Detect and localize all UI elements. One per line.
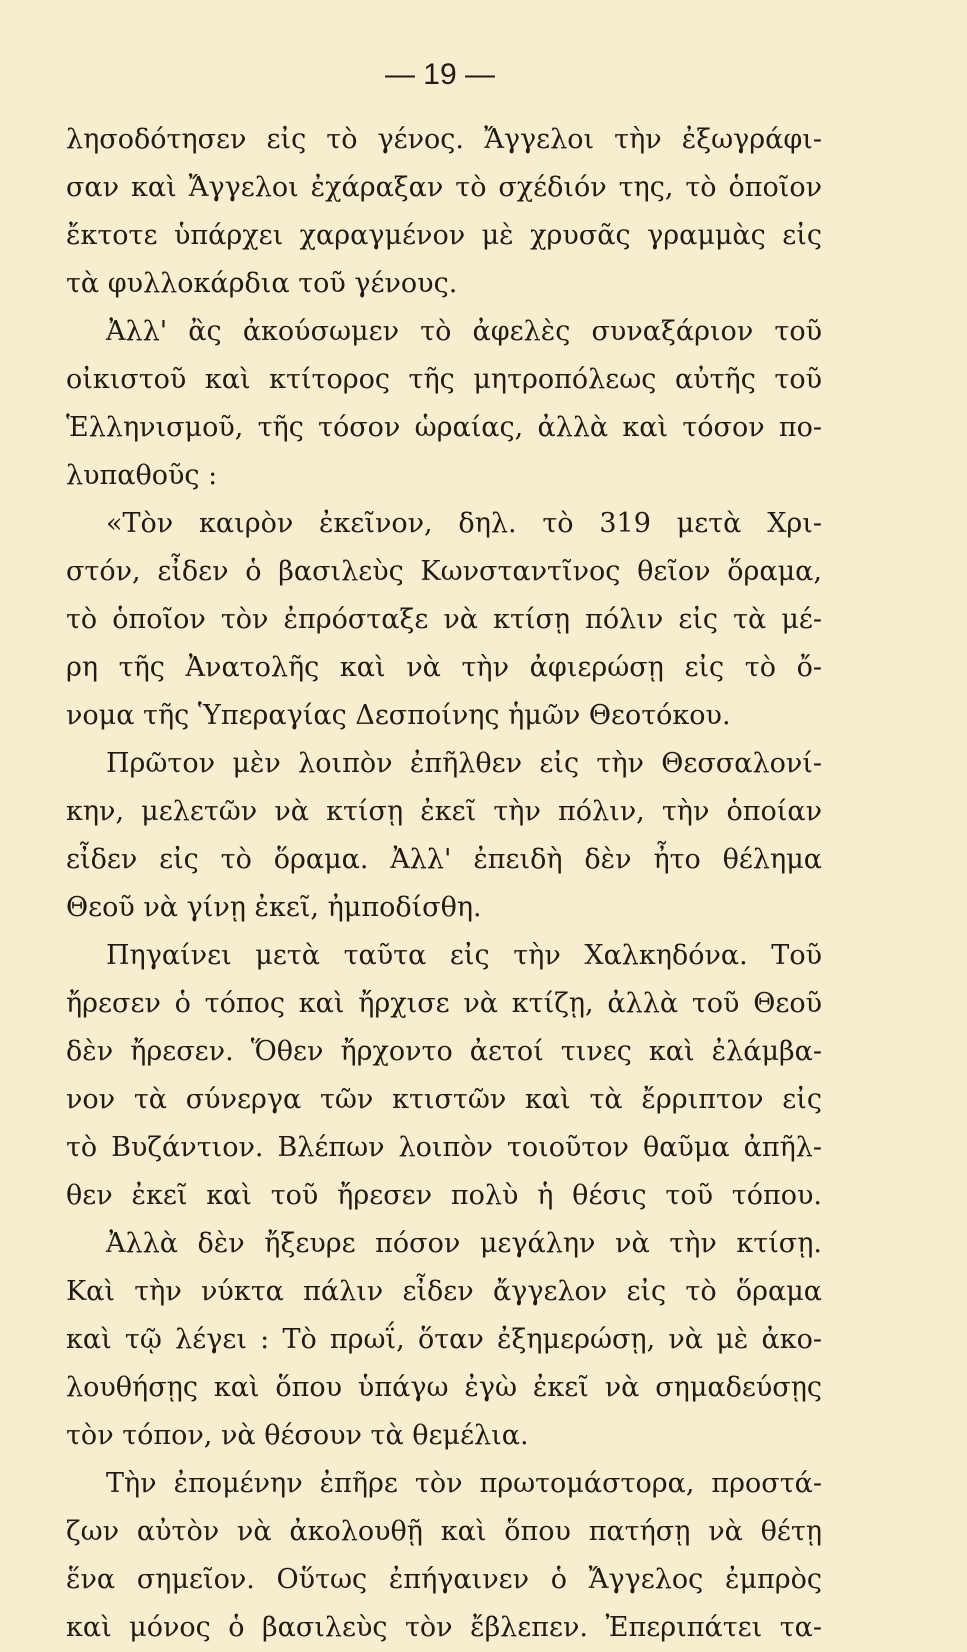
text-line: σαν καὶ Ἄγγελοι ἐχάραξαν τὸ σχέδιόν της, τὸ ὁποῖον (66, 172, 822, 203)
text-line: νον τὰ σύνεργα τῶν κτιστῶν καὶ τὰ ἔρριπτον εἰς (66, 1084, 822, 1115)
text-line: καὶ τῷ λέγει : Τὸ πρωΐ, ὅταν ἐξημερώσῃ, νὰ μὲ ἀκο- (66, 1324, 822, 1355)
text-line: Ἑλληνισμοῦ, τῆς τόσον ὡραίας, ἀλλὰ καὶ τόσον πο- (66, 412, 822, 443)
text-line: «Τὸν καιρὸν ἐκεῖνον, δηλ. τὸ 319 μετὰ Χρι- (106, 508, 822, 539)
text-line: εἶδεν εἰς τὸ ὅραμα. Ἀλλ' ἐπειδὴ δὲν ἦτο θέλημα (66, 844, 822, 875)
page-number: — 19 — (384, 58, 496, 91)
text-line: λυπαθοῦς : (66, 460, 218, 491)
text-line: Πρῶτον μὲν λοιπὸν ἐπῆλθεν εἰς τὴν Θεσσαλονί- (106, 748, 822, 779)
text-line: ἕνα σημεῖον. Οὕτως ἐπήγαινεν ὁ Ἄγγελος ἐμπρὸς (66, 1564, 822, 1595)
text-line: θεν ἐκεῖ καὶ τοῦ ἤρεσεν πολὺ ἡ θέσις τοῦ τόπου. (66, 1180, 822, 1211)
text-line: τὸ ὁποῖον τὸν ἐπρόσταξε νὰ κτίσῃ πόλιν εἰς τὰ μέ- (66, 604, 822, 635)
body-text (66, 116, 822, 1652)
text-line: λουθήσῃς καὶ ὅπου ὑπάγω ἐγὼ ἐκεῖ νὰ σημαδεύσῃς (66, 1372, 822, 1403)
text-line: ρη τῆς Ἀνατολῆς καὶ νὰ τὴν ἀφιερώσῃ εἰς τὸ ὄ- (66, 652, 822, 683)
text-line: ζων αὐτὸν νὰ ἀκολουθῇ καὶ ὅπου πατήσῃ νὰ θέτῃ (66, 1516, 822, 1547)
text-line: τὸ Βυζάντιον. Βλέπων λοιπὸν τοιοῦτον θαῦμα ἀπῆλ- (66, 1132, 822, 1163)
text-line: Καὶ τὴν νύκτα πάλιν εἶδεν ἄγγελον εἰς τὸ ὅραμα (66, 1276, 822, 1307)
text-line: καὶ μόνος ὁ βασιλεὺς τὸν ἔβλεπεν. Ἐπεριπάτει τα- (66, 1612, 822, 1643)
text-line: λησοδότησεν εἰς τὸ γένος. Ἄγγελοι τὴν ἐξωγράφι- (66, 124, 822, 155)
text-line: Πηγαίνει μετὰ ταῦτα εἰς τὴν Χαλκηδόνα. Τοῦ (106, 940, 822, 971)
text-line: ἤρεσεν ὁ τόπος καὶ ἤρχισε νὰ κτίζῃ, ἀλλὰ τοῦ Θεοῦ (66, 988, 822, 1019)
text-line: οἰκιστοῦ καὶ κτίτορος τῆς μητροπόλεως αὐτῆς τοῦ (66, 364, 822, 395)
text-line: Ἀλλ' ἂς ἀκούσωμεν τὸ ἀφελὲς συναξάριον τοῦ (106, 316, 822, 347)
text-line: στόν, εἶδεν ὁ βασιλεὺς Κωνσταντῖνος θεῖον ὅραμα, (66, 556, 822, 587)
text-line: νομα τῆς Ὑπεραγίας Δεσποίνης ἡμῶν Θεοτόκου. (66, 700, 731, 731)
text-line: τὰ φυλλοκάρδια τοῦ γένους. (66, 268, 458, 299)
text-line: ἔκτοτε ὑπάρχει χαραγμένον μὲ χρυσᾶς γραμμὰς εἰς (66, 220, 822, 251)
text-line: τὸν τόπον, νὰ θέσουν τὰ θεμέλια. (66, 1420, 529, 1451)
text-line: Θεοῦ νὰ γίνῃ ἐκεῖ, ἠμποδίσθη. (66, 892, 482, 923)
text-line: Τὴν ἐπομένην ἐπῆρε τὸν πρωτομάστορα, προστά- (106, 1468, 822, 1499)
text-line: δὲν ἤρεσεν. Ὅθεν ἤρχοντο ἀετοί τινες καὶ ἐλάμβα- (66, 1036, 822, 1067)
text-line: Ἀλλὰ δὲν ἤξευρε πόσον μεγάλην νὰ τὴν κτίσῃ. (106, 1228, 822, 1259)
text-line: κην, μελετῶν νὰ κτίσῃ ἐκεῖ τὴν πόλιν, τὴν ὁποίαν (66, 796, 822, 827)
